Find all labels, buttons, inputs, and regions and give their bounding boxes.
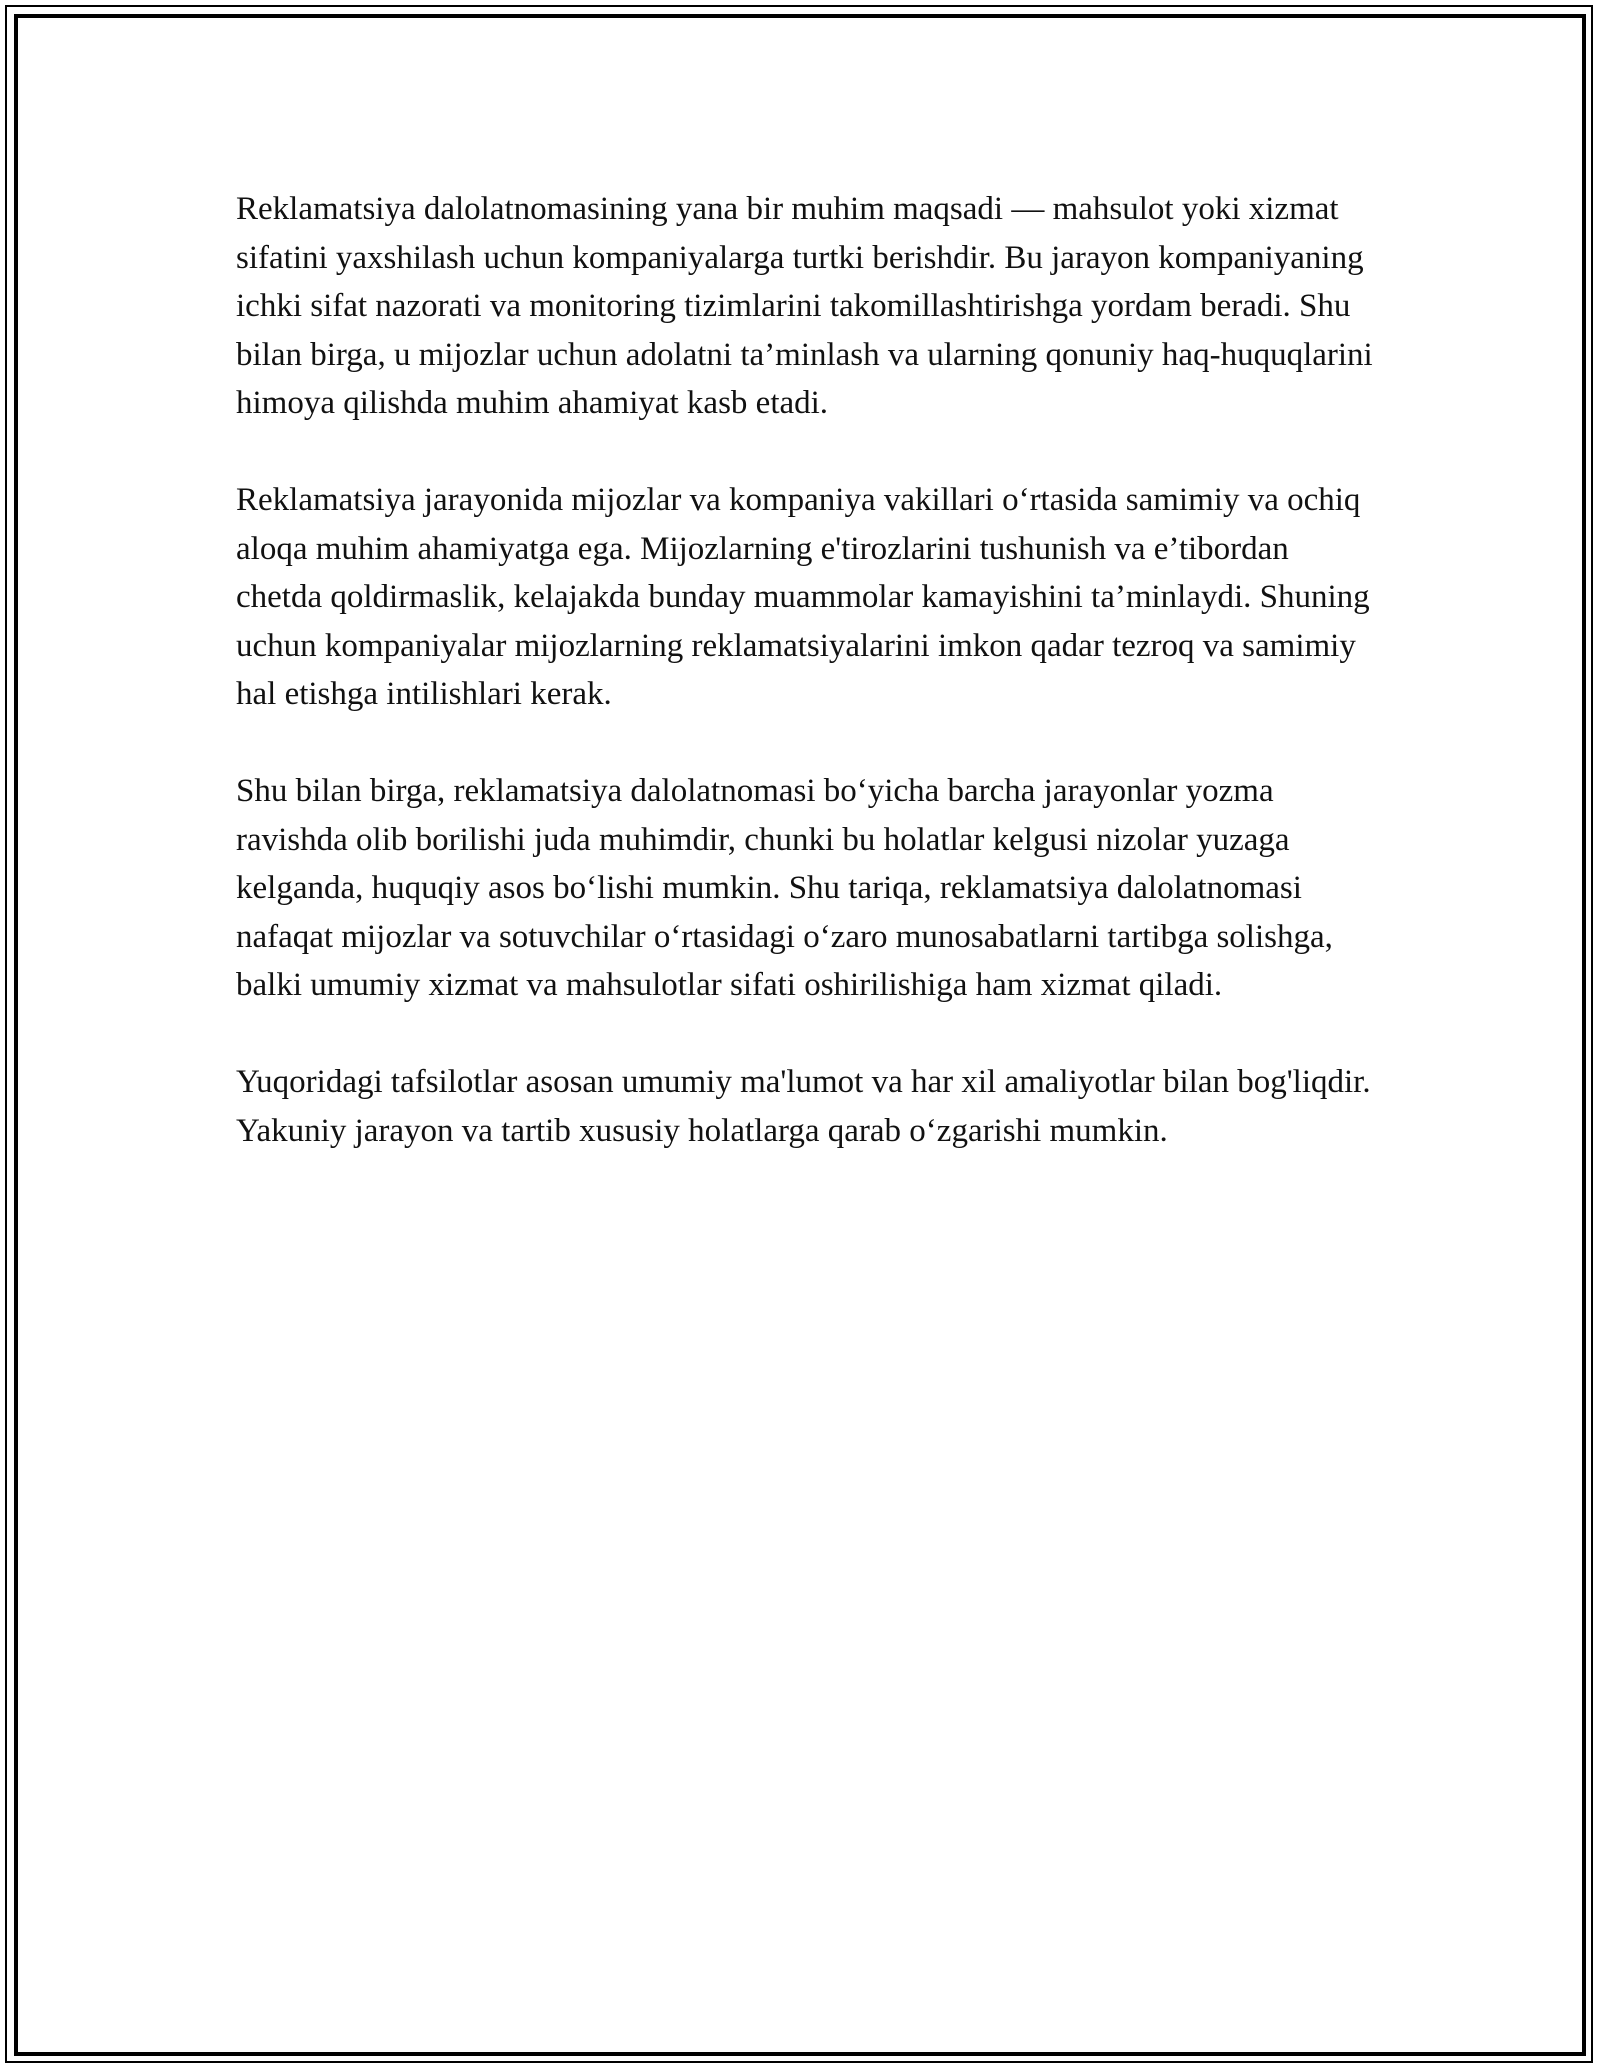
paragraph-3: Shu bilan birga, reklamatsiya dalolatnomasi bo‘yicha barcha jarayonlar yozma ravishda olib borilishi juda muhimdir, chunki bu holatlar kelgusi nizolar yuzaga kelganda, huquqiy asos bo‘lishi mumkin. Shu tariqa, reklamatsiya dalolatnomasi nafaqat mijozlar va sotuvchilar o‘rtasidagi o‘zaro munosabatlarni tartibga solishga, balki umumiy xizmat va mahsulotlar sifati oshirilishiga ham xizmat qiladi. bbox=[236, 773, 1333, 1003]
paragraph-4: Yuqoridagi tafsilotlar asosan umumiy ma'lumot va har xil amaliyotlar bilan bog'liqdir. Yakuniy jarayon va tartib xususiy holatlarga qarab o‘zgarishi mumkin. bbox=[236, 1064, 1371, 1149]
paragraph-1: Reklamatsiya dalolatnomasining yana bir muhim maqsadi — mahsulot yoki xizmat sifatini yaxshilash uchun kompaniyalarga turtki berishdir. Bu jarayon kompaniyaning ichki sifat nazorati va monitoring tizimlarini takomillashtirishga yordam beradi. Shu bilan birga, u mijozlar uchun adolatni ta’minlash va ularning qonuniy haq-huquqlarini himoya qilishda muhim ahamiyat kasb etadi. bbox=[236, 191, 1373, 421]
paragraph-2: Reklamatsiya jarayonida mijozlar va kompaniya vakillari o‘rtasida samimiy va ochiq aloqa muhim ahamiyatga ega. Mijozlarning e'tirozlarini tushunish va e’tibordan chetda qoldirmaslik, kelajakda bunday muammolar kamayishini ta’minlaydi. Shuning uchun kompaniyalar mijozlarning reklamatsiyalarini imkon qadar tezroq va samimiy hal etishga intilishlari kerak. bbox=[236, 482, 1370, 712]
document-body bbox=[236, 185, 1376, 1204]
